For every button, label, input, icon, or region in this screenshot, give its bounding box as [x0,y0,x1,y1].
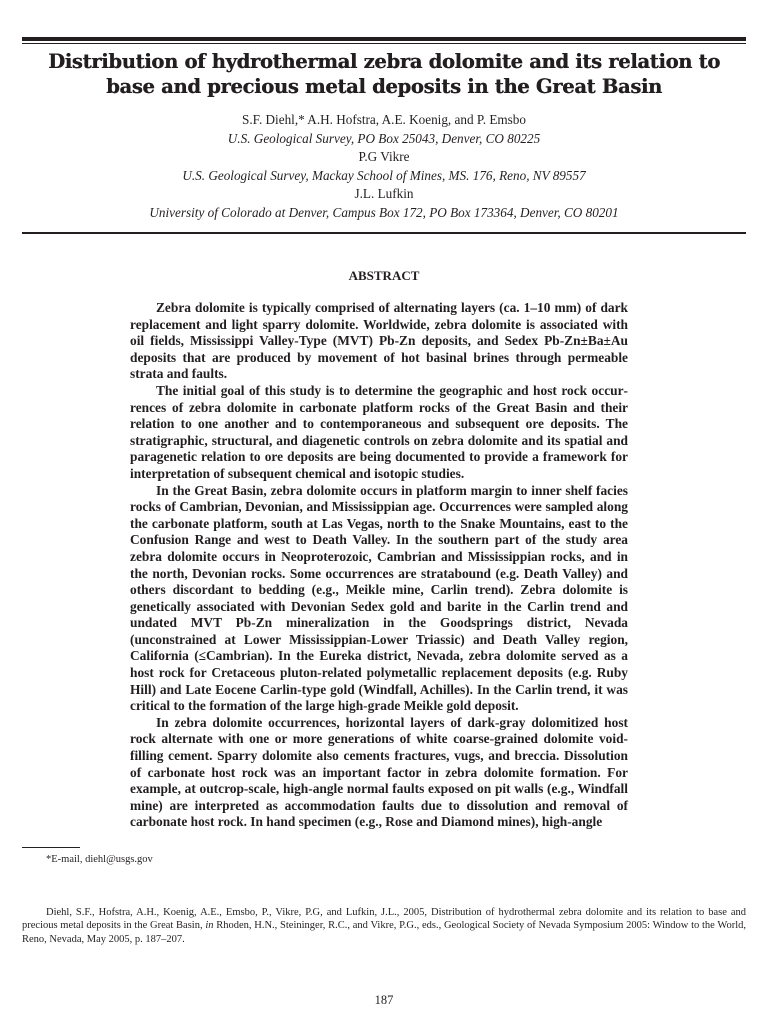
affiliation-1: U.S. Geological Survey, PO Box 25043, Denver, CO 80225 [227,130,541,146]
abstract-heading: ABSTRACT [348,268,420,283]
citation-part-2: Rhoden, H.N., Steininger, R.C., and Vikre, P.G., eds., Geological Society of Nevada Symposium 2005: Window to the World, Reno, Nevada, May 2005, p. 187–207. [22,920,746,945]
footnote-rule [22,847,80,848]
citation [22,906,746,946]
author-block [22,111,746,222]
title-line-1: Distribution of hydrothermal zebra dolomite and its relation to [48,50,720,73]
abstract-paragraph: In zebra dolomite occurrences, horizontal layers of dark-gray dolomitized host rock alternate with one or more generations of white coarse-grained dolomite void-filling cement. Sparry dolomite also cements fractures, vugs, and breccia. Dissolution of carbonate host rock was an important factor in zebra dolomite formation. For example, at outcrop-scale, high-angle normal faults exposed on pit walls (e.g., Windfall mine) are interpreted as accommodation faults due to dissolution and removal of carbonate host rock. In hand specimen (e.g., Rose and Diamond mines), high-angle [130,714,628,830]
affiliation-3: University of Colorado at Denver, Campus Box 172, PO Box 173364, Denver, CO 80201 [149,204,619,220]
page-number: 187 [374,993,394,1007]
title-line-2: base and precious metal deposits in the Great Basin [106,75,662,98]
abstract-paragraph: Zebra dolomite is typically comprised of alternating layers (ca. 1–10 mm) of dark replacement and light sparry dolomite. Worldwide, zebra dolomite is associated with oil fields, Mississippi Valley-Type (MVT) Pb-Zn deposits, and Sedex Pb-Zn±Ba±Au deposits that are produced by movement of hot basinal brines through permeable strata and faults. [130,300,628,382]
header-rule-thick [22,37,746,41]
citation-part-1: Diehl, S.F., Hofstra, A.H., Koenig, A.E., Emsbo, P., Vikre, P.G, and Lufkin, J.L., 2005, Distribution of hydrothermal zebra dolomite and its relation to base and precious metal deposits in the Great Basin, [22,907,746,932]
paper-title [22,49,746,99]
authors-1: S.F. Diehl,* A.H. Hofstra, A.E. Koenig, and P. Emsbo [242,112,526,127]
citation-in: in [205,920,214,932]
header-rule-thin [22,43,746,44]
affiliation-2: U.S. Geological Survey, Mackay School of Mines, MS. 176, Reno, NV 89557 [182,167,586,183]
abstract-body [130,300,628,831]
abstract-paragraph: In the Great Basin, zebra dolomite occurs in platform margin to inner shelf facies rocks of Cambrian, Devonian, and Mississippian age. Occurrences were sampled along the carbonate platform, south at Las Vegas, north to the Snake Mountains, east to the Confusion Range and west to Death Valley. In the southern part of the study area zebra dolomite occurs in Neoproterozoic, Cambrian and Mississippian rocks, and in the north, Devonian rocks. Some occurrences are stratabound (e.g. Death Valley) and others discordant to bedding (e.g., Meikle mine, Carlin trend). Zebra dolomite is genetically associated with Devonian Sedex gold and barite in the Carlin trend and undated MVT Pb-Zn mineralization in the Goodsprings district, Nevada (unconstrained at Lower Mississippian-Lower Triassic) and Death Valley region, California (≤Cambrian). In the Eureka district, Nevada, zebra dolomite served as a host rock for Cretaceous pluton-related polymetallic replacement deposits (e.g. Ruby Hill) and Late Eocene Carlin-type gold (Windfall, Achilles). In the Carlin trend, it was critical to the formation of the large high-grade Meikle gold deposit. [130,482,628,714]
header-rule-bottom [22,232,746,234]
abstract-paragraph: The initial goal of this study is to determine the geographic and host rock occurrences of zebra dolomite in carbonate platform rocks of the Great Basin and their relation to one another and to contemporaneous and subsequent ore deposits. The stratigraphic, structural, and diagenetic controls on zebra dolomite and its spatial and paragenetic relation to ore deposits are being documented to provide a framework for interpretation of subsequent chemical and isotopic studies. [130,382,628,481]
authors-2: P.G Vikre [358,149,410,164]
footnote-email: *E-mail, diehl@usgs.gov [46,854,153,865]
authors-3: J.L. Lufkin [354,186,414,201]
